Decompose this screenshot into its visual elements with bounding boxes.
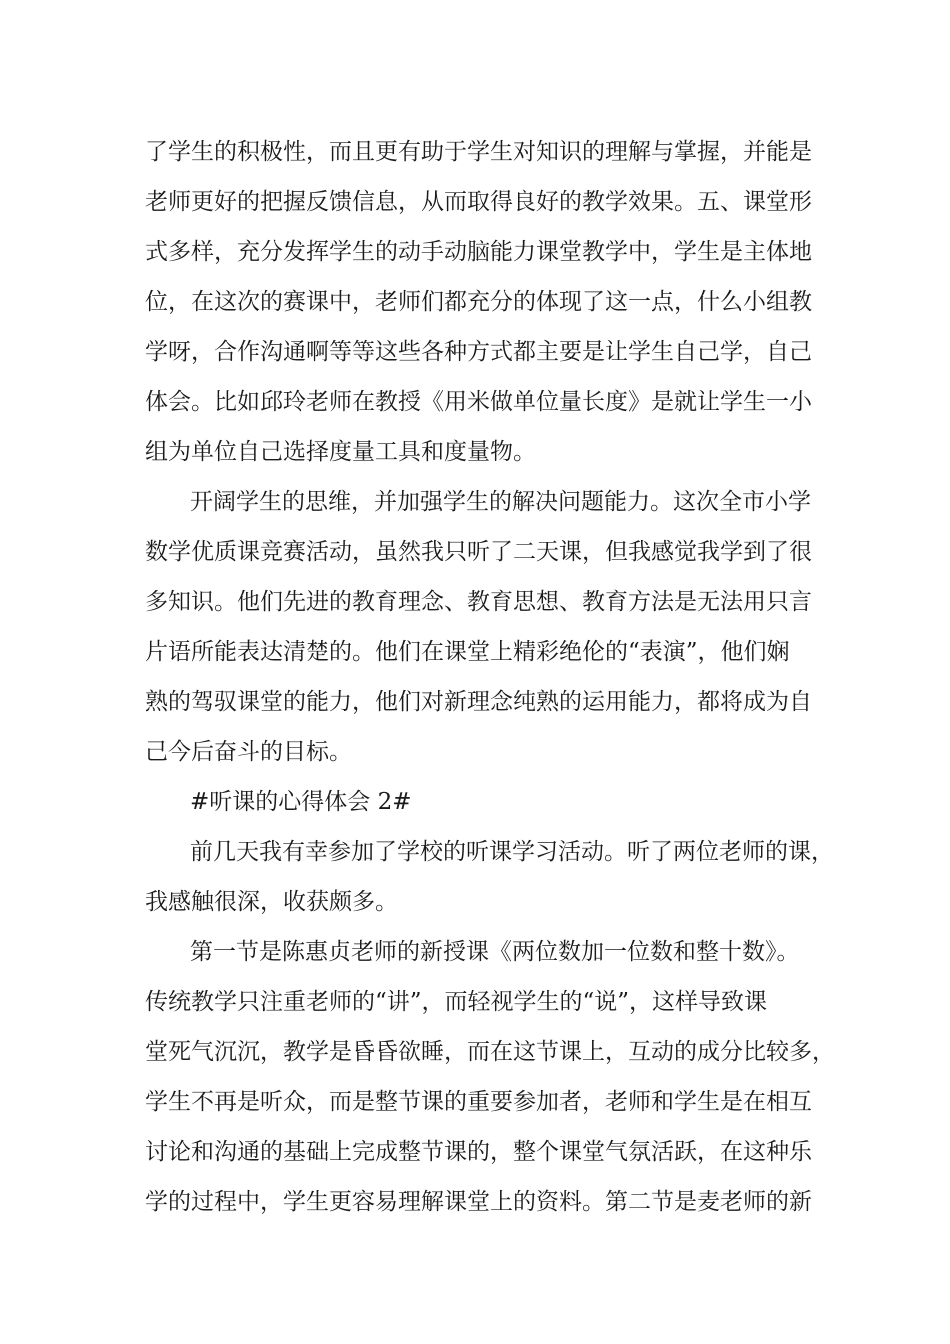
text-line: 传统教学只注重老师的“讲”，而轻视学生的“说”，这样导致课 [145,989,768,1015]
text-line: 己今后奋斗的目标。 [145,739,352,765]
text-line: 开阔学生的思维，并加强学生的解决问题能力。这次全市小学 [190,489,811,515]
text-line: 学生不再是听众，而是整节课的重要参加者，老师和学生是在相互 [145,1089,812,1115]
text-line: 学呀，合作沟通啊等等这些各种方式都主要是让学生自己学，自己 [145,339,812,365]
text-line: 第一节是陈惠贞老师的新授课《两位数加一位数和整十数》。 [190,939,800,965]
text-line: 熟的驾驭课堂的能力，他们对新理念纯熟的运用能力，都将成为自 [145,689,812,715]
text-line: 了学生的积极性，而且更有助于学生对知识的理解与掌握，并能是 [145,139,812,165]
text-line: 老师更好的把握反馈信息，从而取得良好的教学效果。五、课堂形 [145,189,812,215]
text-line: 多知识。他们先进的教育理念、教育思想、教育方法是无法用只言 [145,589,812,615]
text-line: 学的过程中，学生更容易理解课堂上的资料。第二节是麦老师的新 [145,1189,812,1215]
text-line: 讨论和沟通的基础上完成整节课的，整个课堂气氛活跃，在这种乐 [145,1139,812,1165]
section-heading: #听课的心得体会 2# [190,789,412,815]
text-line: 堂死气沉沉，教学是昏昏欲睡，而在这节课上，互动的成分比较多， [145,1039,835,1065]
text-line: 数学优质课竞赛活动，虽然我只听了二天课，但我感觉我学到了很 [145,539,812,565]
text-line: 式多样，充分发挥学生的动手动脑能力课堂教学中，学生是主体地 [145,239,812,265]
text-line: 体会。比如邱玲老师在教授《用米做单位量长度》是就让学生一小 [145,389,812,415]
text-line: 我感触很深，收获颇多。 [145,889,398,915]
text-line: 片语所能表达清楚的。他们在课堂上精彩绝伦的“表演”，他们娴 [145,639,790,665]
text-line: 组为单位自己选择度量工具和度量物。 [145,439,536,465]
text-line: 前几天我有幸参加了学校的听课学习活动。听了两位老师的课， [190,839,834,865]
text-line: 位，在这次的赛课中，老师们都充分的体现了这一点，什么小组教 [145,289,812,315]
